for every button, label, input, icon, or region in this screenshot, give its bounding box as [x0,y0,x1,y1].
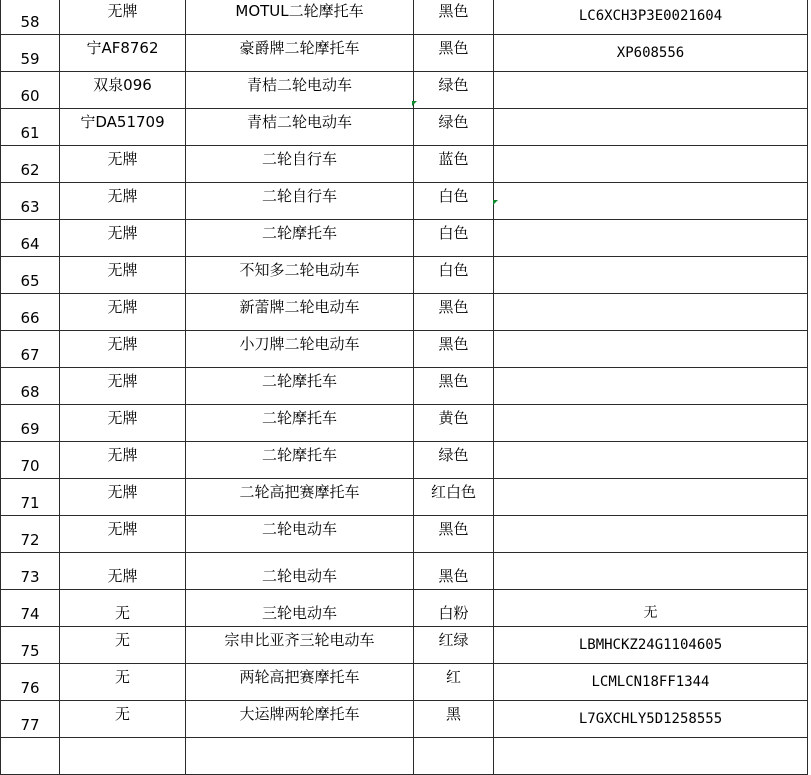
cell-plate[interactable]: 无牌 [60,442,186,479]
cell-vehicle-type[interactable]: 二轮摩托车 [186,368,414,405]
cell-color[interactable]: 黑色 [414,331,494,368]
cell-vin[interactable] [494,183,808,220]
cell-number[interactable]: 73 [1,553,60,590]
cell-vehicle-type[interactable]: 二轮摩托车 [186,442,414,479]
cell-vehicle-type[interactable]: 大运牌两轮摩托车 [186,701,414,738]
table-row [1,405,808,442]
cell-vehicle-type[interactable]: 青桔二轮电动车 [186,109,414,146]
cell-vin[interactable] [494,405,808,442]
cell-color[interactable]: 蓝色 [414,146,494,183]
cell-plate[interactable]: 无牌 [60,516,186,553]
cell-number[interactable]: 77 [1,701,60,738]
table-row [1,72,808,109]
cell-plate[interactable]: 无牌 [60,405,186,442]
cell-vin[interactable] [494,109,808,146]
cell-plate[interactable] [60,738,186,775]
cell-vehicle-type[interactable]: 小刀牌二轮电动车 [186,331,414,368]
cell-number[interactable]: 70 [1,442,60,479]
cell-vin[interactable]: LCMLCN18FF1344 [494,664,808,701]
table-row [1,294,808,331]
table-row [1,183,808,220]
cell-vehicle-type[interactable]: 两轮高把赛摩托车 [186,664,414,701]
table-row [1,738,808,775]
cell-number[interactable]: 64 [1,220,60,257]
cell-number[interactable]: 76 [1,664,60,701]
cell-plate[interactable]: 双泉096 [60,72,186,109]
cell-number[interactable]: 66 [1,294,60,331]
cell-vin[interactable]: LC6XCH3P3E0021604 [494,0,808,35]
cell-number[interactable]: 68 [1,368,60,405]
cell-vin[interactable] [494,516,808,553]
cell-color[interactable]: 黄色 [414,405,494,442]
table-row [1,368,808,405]
table-row [1,553,808,590]
cell-vehicle-type[interactable]: 三轮电动车 [186,590,414,627]
cell-color[interactable]: 黑色 [414,553,494,590]
cell-color[interactable]: 白色 [414,257,494,294]
cell-plate[interactable]: 无 [60,590,186,627]
cell-vehicle-type[interactable]: 青桔二轮电动车 [186,72,414,109]
cell-vehicle-type[interactable]: 二轮摩托车 [186,405,414,442]
cell-number[interactable]: 72 [1,516,60,553]
cell-vehicle-type[interactable]: 不知多二轮电动车 [186,257,414,294]
cell-vin[interactable] [494,479,808,516]
cell-vin[interactable] [494,442,808,479]
cell-color[interactable]: 黑色 [414,0,494,35]
cell-vehicle-type[interactable]: 二轮自行车 [186,183,414,220]
table-row [1,0,808,35]
cell-plate[interactable]: 宁AF8762 [60,35,186,72]
cell-color[interactable]: 红绿 [414,627,494,664]
cell-number[interactable]: 62 [1,146,60,183]
table-row [1,257,808,294]
cell-vin[interactable] [494,331,808,368]
cell-number[interactable]: 59 [1,35,60,72]
cell-number[interactable]: 60 [1,72,60,109]
cell-plate[interactable]: 无 [60,701,186,738]
table-row [1,516,808,553]
cell-color[interactable]: 白粉 [414,590,494,627]
cell-vin[interactable] [494,72,808,109]
cell-color[interactable]: 黑色 [414,516,494,553]
cell-plate[interactable]: 无牌 [60,146,186,183]
vehicle-table-body [1,0,808,775]
cell-vin[interactable]: L7GXCHLY5D1258555 [494,701,808,738]
table-row [1,109,808,146]
comment-marker-icon [493,200,498,205]
cell-plate[interactable]: 宁DA51709 [60,109,186,146]
cell-plate[interactable]: 无牌 [60,0,186,35]
table-row [1,479,808,516]
cell-vin[interactable] [494,220,808,257]
cell-number[interactable]: 61 [1,109,60,146]
cell-vehicle-type[interactable] [186,738,414,775]
cell-plate[interactable]: 无 [60,627,186,664]
cell-vehicle-type[interactable]: 二轮电动车 [186,516,414,553]
cell-color[interactable]: 白色 [414,220,494,257]
cell-number[interactable]: 74 [1,590,60,627]
cell-color[interactable]: 红 [414,664,494,701]
cell-plate[interactable]: 无牌 [60,220,186,257]
table-row [1,627,808,664]
table-row [1,664,808,701]
cell-plate[interactable]: 无牌 [60,553,186,590]
cell-plate[interactable]: 无牌 [60,331,186,368]
cell-number[interactable]: 67 [1,331,60,368]
cell-color[interactable] [414,738,494,775]
cell-vehicle-type[interactable]: 二轮电动车 [186,553,414,590]
cell-color[interactable]: 红白色 [414,479,494,516]
table-row [1,590,808,627]
cell-plate[interactable]: 无牌 [60,479,186,516]
cell-vehicle-type[interactable]: MOTUL二轮摩托车 [186,0,414,35]
cell-color[interactable]: 绿色 [414,442,494,479]
cell-plate[interactable]: 无牌 [60,183,186,220]
cell-number[interactable]: 63 [1,183,60,220]
table-row [1,442,808,479]
cell-vehicle-type[interactable]: 二轮自行车 [186,146,414,183]
table-row [1,701,808,738]
cell-vehicle-type[interactable]: 新蕾牌二轮电动车 [186,294,414,331]
cell-vehicle-type[interactable]: 宗申比亚齐三轮电动车 [186,627,414,664]
cell-number[interactable]: 75 [1,627,60,664]
cell-vehicle-type[interactable]: 二轮高把赛摩托车 [186,479,414,516]
table-row [1,146,808,183]
cell-color[interactable]: 黑 [414,701,494,738]
comment-marker-icon [412,101,417,106]
cell-color[interactable]: 白色 [414,183,494,220]
cell-vin[interactable]: LBMHCKZ24G1104605 [494,627,808,664]
cell-color[interactable]: 绿色 [414,109,494,146]
cell-number[interactable] [1,738,60,775]
cell-vin[interactable]: 无 [494,590,808,627]
cell-color[interactable]: 绿色 [414,72,494,109]
cell-vin[interactable] [494,553,808,590]
cell-plate[interactable]: 无 [60,664,186,701]
table-row [1,331,808,368]
cell-color[interactable]: 黑色 [414,294,494,331]
cell-vin[interactable] [494,257,808,294]
cell-plate[interactable]: 无牌 [60,368,186,405]
cell-plate[interactable]: 无牌 [60,294,186,331]
cell-vin[interactable] [494,294,808,331]
cell-vin[interactable] [494,368,808,405]
cell-vehicle-type[interactable]: 豪爵牌二轮摩托车 [186,35,414,72]
cell-number[interactable]: 71 [1,479,60,516]
cell-vin[interactable] [494,738,808,775]
cell-number[interactable]: 65 [1,257,60,294]
cell-plate[interactable]: 无牌 [60,257,186,294]
table-row [1,220,808,257]
cell-vehicle-type[interactable]: 二轮摩托车 [186,220,414,257]
table-row [1,35,808,72]
cell-vin[interactable]: XP608556 [494,35,808,72]
cell-vin[interactable] [494,146,808,183]
cell-number[interactable]: 69 [1,405,60,442]
cell-color[interactable]: 黑色 [414,368,494,405]
cell-color[interactable]: 黑色 [414,35,494,72]
cell-number[interactable]: 58 [1,0,60,35]
